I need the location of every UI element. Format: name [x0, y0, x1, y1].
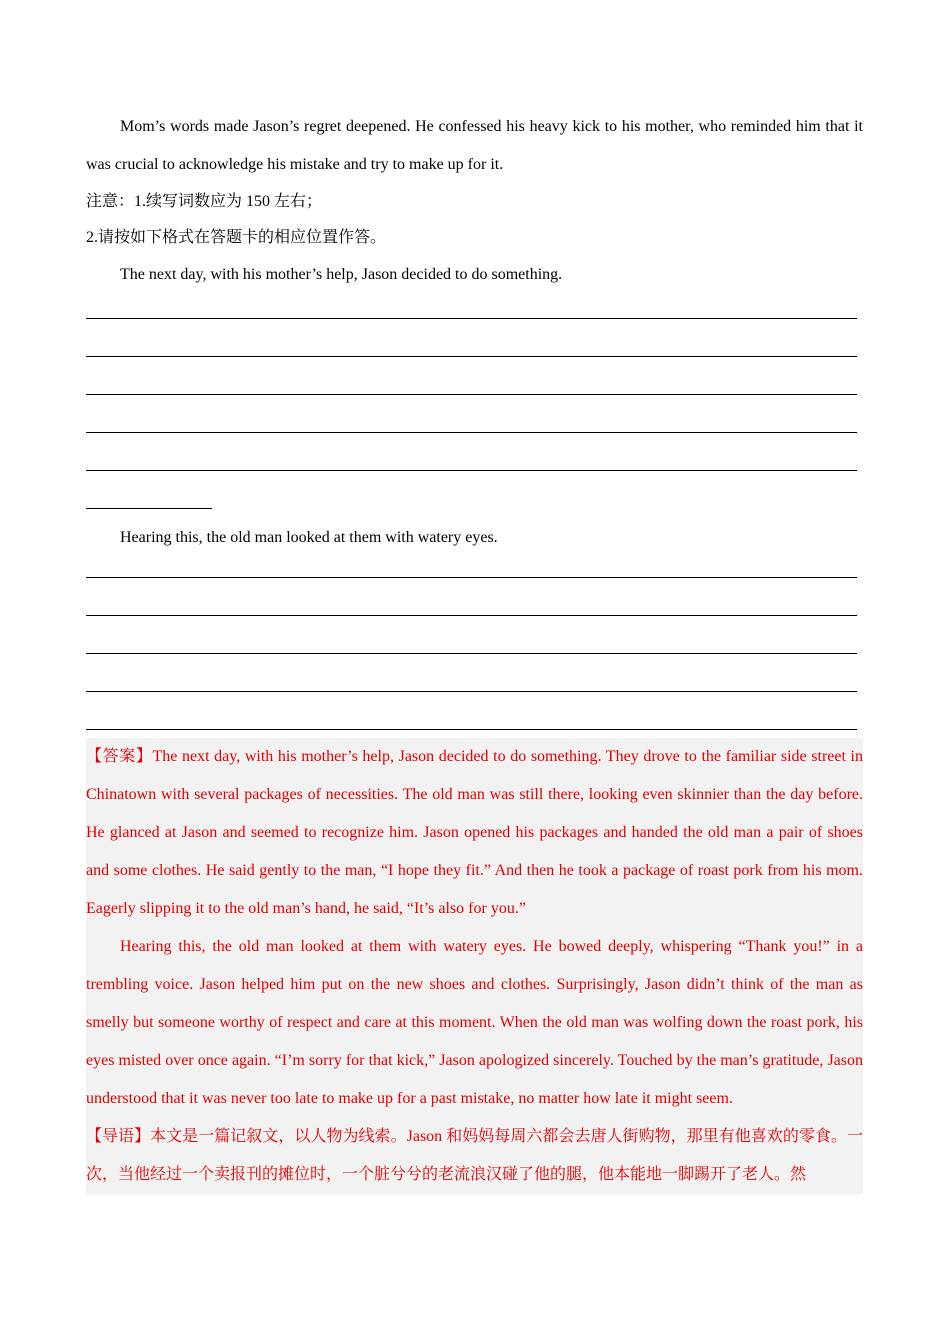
- writing-line: [86, 357, 857, 395]
- writing-line: [86, 395, 857, 433]
- writing-line: [86, 692, 857, 730]
- writing-line: [86, 557, 857, 578]
- continuation-prompt-2: Hearing this, the old man looked at them with watery eyes.: [120, 529, 498, 546]
- guide-label: 【导语】: [86, 1128, 151, 1145]
- answer-section: [86, 738, 863, 1118]
- answer-text-1: The next day, with his mother’s help, Jason decided to do something. They drove to the familiar side street in Chinatown with several packages of necessities. The old man was still there, looking even skinnier than the day before. He glanced at Jason and seemed to recognize him. Jason opened his packages and handed the old man a pair of shoes and some clothes. He said gently to the man, “I hope they fit.” And then he took a package of roast pork from his mom. Eagerly slipping it to the old man’s hand, he said, “It’s also for you.”: [86, 748, 863, 917]
- writing-line: [86, 319, 857, 357]
- guide-section: [86, 1118, 863, 1194]
- document-page: [86, 108, 863, 1194]
- answer-paragraph-2: Hearing this, the old man looked at them with watery eyes. He bowed deeply, whispering “Thank you!” in a trembling voice. Jason helped him put on the new shoes and clothes. Surprisingly, Jason didn’t think of the man as smelly but someone worthy of respect and care at this moment. When the old man was wolfing down the roast pork, his eyes misted over once again. “I’m sorry for that kick,” Jason apologized sincerely. Touched by the man’s gratitude, Jason understood that it was never too late to make up for a past mistake, no matter how late it might seem.: [86, 938, 863, 1107]
- instruction-word-count: 注意：1.续写词数应为 150 左右；: [86, 193, 323, 210]
- writing-line: [86, 433, 857, 471]
- guide-text: 本文是一篇记叙文，以人物为线索。Jason 和妈妈每周六都会去唐人街购物，那里有他喜欢的零食。一次，当他经过一个卖报刊的摊位时，一个脏兮兮的老流浪汉碰了他的腿，他本能地一脚踢开了老人。然: [86, 1128, 863, 1183]
- answer-paragraph-1: [86, 738, 863, 928]
- instruction-format: 2.请按如下格式在答题卡的相应位置作答。: [86, 229, 387, 246]
- writing-line: [86, 578, 857, 616]
- continuation-prompt-1: The next day, with his mother’s help, Jason decided to do something.: [120, 266, 563, 283]
- writing-lines-2: [86, 557, 863, 730]
- writing-line: [86, 616, 857, 654]
- writing-line-short: [86, 471, 212, 509]
- writing-line: [86, 294, 857, 319]
- answer-label: 【答案】: [86, 748, 153, 765]
- writing-line: [86, 654, 857, 692]
- writing-lines-1: [86, 294, 863, 509]
- story-paragraph: Mom’s words made Jason’s regret deepened. He confessed his heavy kick to his mother, who reminded him that it was crucial to acknowledge his mistake and try to make up for it.: [86, 118, 863, 173]
